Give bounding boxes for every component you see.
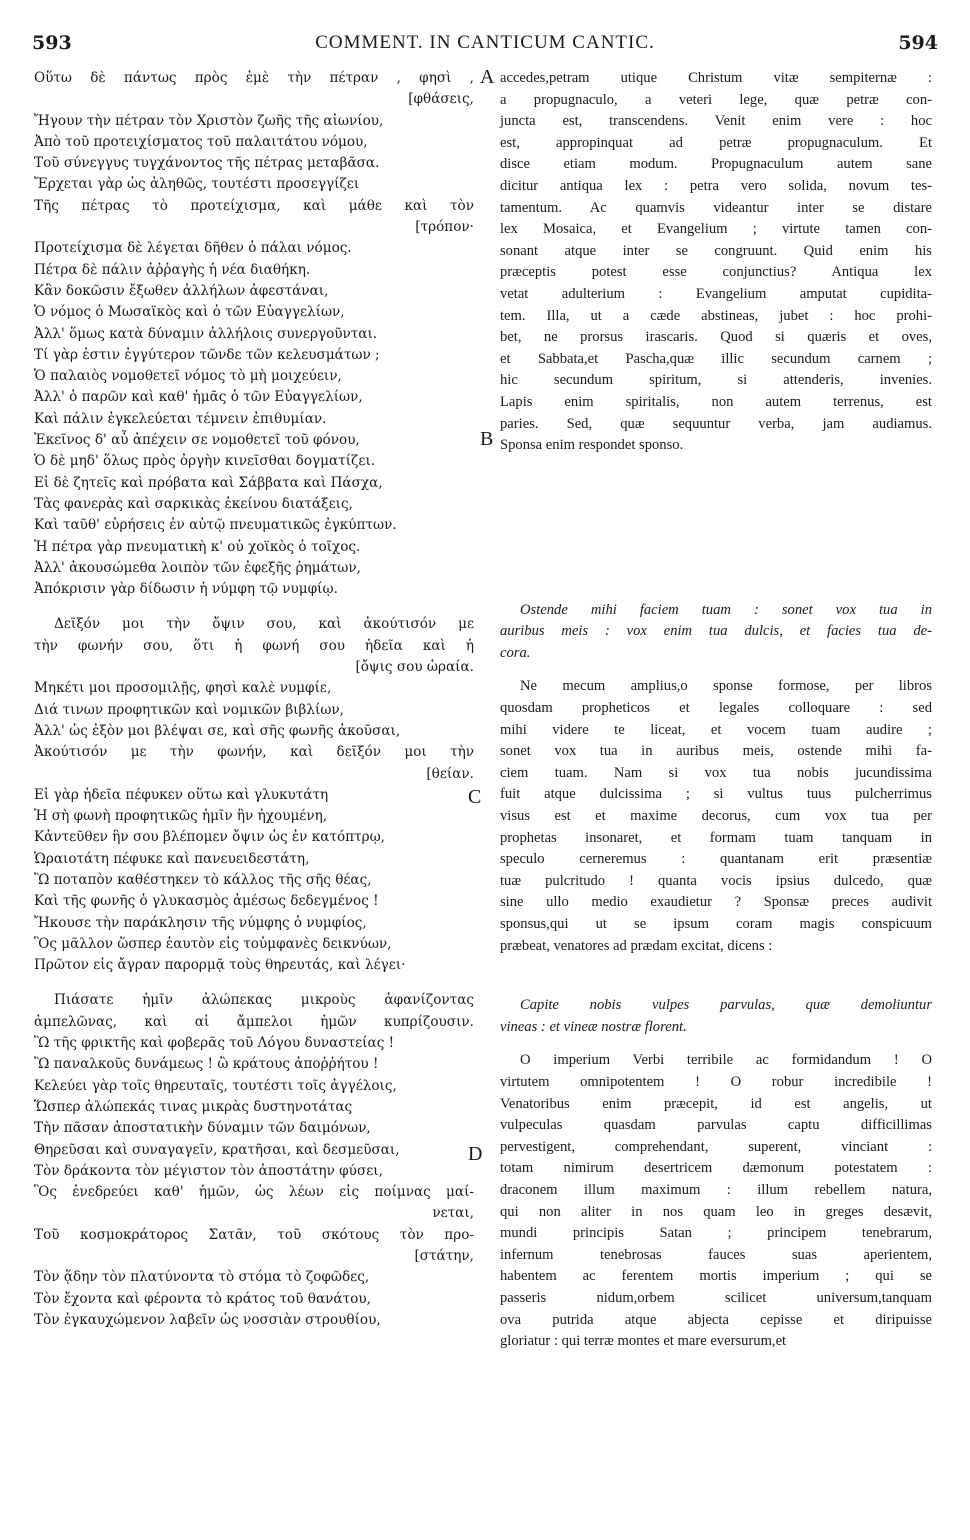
greek-verse-line: Ὢ παναλκοῦς δυνάμεως ! ὢ κράτους ἀποῤῥήτου ! [34, 1056, 379, 1073]
latin-line: vineas : et vineæ nostræ florent. [500, 1018, 687, 1035]
section-marker-a: A [480, 66, 495, 88]
latin-line: a propugnaculo, a veteri lege, quæ petræ con- [500, 91, 932, 108]
greek-verse-line: Ἤκουσε τὴν παράκλησιν τῆς νύμφης ὁ νυμφίος, [34, 914, 367, 931]
latin-line: juncta est, transcendens. Venit enim vere : hoc [500, 113, 932, 130]
latin-line: fuit atque dulcissima ; si vultus tuus pulcherrimus [500, 786, 932, 803]
page-number-left: 593 [32, 32, 72, 54]
latin-line: præbeat, venatores ad prædam excitat, dicens : [500, 937, 773, 954]
section-marker-d: D [468, 1143, 483, 1165]
greek-verse-line: [στάτην, [414, 1248, 474, 1265]
greek-verse-line: Κἀντεῦθεν ἣν σου βλέπομεν ὄψιν ὡς ἐν κατόπτρῳ, [34, 829, 386, 846]
latin-line: vetat adulterium : Evangelium amputat cupidita- [500, 285, 932, 302]
greek-verse-line: Ἡ πέτρα γὰρ πνευματικὴ κ' οὐ χοϊκὸς ὁ τοῖχος. [34, 538, 361, 555]
latin-line: auribus meis : vox enim tua dulcis, et facies tua de- [500, 623, 932, 640]
greek-verse-line: Εἰ γὰρ ἡδεῖα πέφυκεν οὕτω καὶ γλυκυτάτη [34, 786, 329, 803]
greek-verse-line: Ἡ σὴ φωνὴ προφητικῶς ἡμῖν ἣν ἠχουμένη, [34, 808, 328, 825]
greek-verse-line: Ὡραιοτάτη πέφυκε καὶ πανευειδεστάτη, [34, 850, 310, 867]
greek-verse-line: Ὁ νόμος ὁ Μωσαϊκὸς καὶ ὁ τῶν Εὐαγγελίων, [34, 304, 345, 321]
section-gap [34, 600, 474, 614]
latin-line: vulpeculas quasdam parvulas captu difficillimas [500, 1117, 932, 1134]
greek-verse-line: νεται, [432, 1205, 474, 1222]
greek-verse-line: Μηκέτι μοι προσομιλῇς, φησὶ καλὲ νυμφίε, [34, 680, 332, 697]
greek-verse-line: Ἔρχεται γὰρ ὡς ἀληθῶς, τουτέστι προσεγγίζει [34, 176, 360, 193]
greek-verse-line: Ἀκούτισόν με τὴν φωνήν, καὶ δεῖξόν μοι τὴν [34, 744, 474, 761]
greek-verse-line: Ἀπόκρισιν γὰρ δίδωσιν ἡ νύμφη τῷ νυμφίῳ. [34, 581, 338, 598]
latin-line: cora. [500, 644, 531, 661]
greek-verse-line: Οὕτω δὲ πάντως πρὸς ἐμὲ τὴν πέτραν , φησὶ , [34, 70, 474, 86]
latin-line: tamentum. Ac quamvis videantur inter se distare [500, 199, 932, 216]
latin-line: bet, ne prorsus irascaris. Quod si quæris et oves, [500, 329, 932, 346]
greek-verse-line: Ὢ ποταπὸν καθέστηκεν τὸ κάλλος τῆς σῆς θέας, [34, 871, 372, 888]
greek-verse-line: Ὥσπερ ἀλώπεκάς τινας μικρὰς δυστηνοτάτας [34, 1098, 353, 1115]
latin-line: Ostende mihi faciem tuam : sonet vox tua in [520, 601, 932, 618]
greek-verse-line: τὴν φωνήν σου, ὅτι ἡ φωνή σου ἡδεῖα καὶ ἡ [34, 637, 474, 654]
latin-line: sonet vox tua in auribus meis, ostende mihi fa- [500, 743, 932, 760]
greek-verse-line: [φθάσεις, [408, 91, 474, 108]
greek-verse-line: Θηρεῦσαι καὶ συναγαγεῖν, κρατῆσαι, καὶ δεσμεῦσαι, [34, 1141, 400, 1158]
latin-line: Ne mecum amplius,o sponse formose, per libros [520, 678, 932, 695]
latin-line: virtutem omnipotentem ! O robur incredibile ! [500, 1073, 932, 1090]
greek-verse-line: Τὰς φανερὰς καὶ σαρκικὰς ἐκείνου διατάξεις, [34, 495, 353, 512]
page-number-right: 594 [898, 32, 938, 54]
greek-verse-line: Πιάσατε ἡμῖν ἀλώπεκας μικροὺς ἀφανίζοντας [54, 992, 474, 1009]
greek-verse-line: Ἀλλ' ὅμως κατὰ δύναμιν ἀλλήλοις συνεργοῦνται. [34, 325, 378, 342]
latin-line: mihi videre te liceat, et vocem tuam audire ; [500, 721, 932, 738]
greek-column [34, 68, 474, 1331]
latin-line: hic secundum spiritum, si attenderis, invenies. [500, 372, 932, 389]
latin-line: gloriatur : qui terræ montes et mare eversurum,et [500, 1333, 787, 1350]
greek-verse-line: Ἀλλ' ὁ παρῶν καὶ καθ' ἡμᾶς ὁ τῶν Εὐαγγελίων, [34, 389, 363, 406]
latin-lemma [500, 600, 932, 665]
greek-verse-line: [θείαν. [426, 765, 474, 782]
latin-line: Venatoribus enim præcepit, id est angelis, ut [500, 1095, 932, 1112]
latin-line: ova putrida atque abjecta cepisse et diripuisse [500, 1311, 932, 1328]
latin-line: qui non aliter in nos quam leo in greges desævit, [500, 1203, 932, 1220]
greek-verse-line: Ὃς μᾶλλον ὥσπερ ἑαυτὸν εἰς τοὐμφανὲς δεικνύων, [34, 935, 392, 952]
greek-verse-line: Δεῖξόν μοι τὴν ὄψιν σου, καὶ ἀκούτισόν με [54, 616, 474, 633]
latin-line: pervestigent, comprehendant, superent, vinciant : [500, 1138, 932, 1155]
greek-verse-line: Καὶ πάλιν ἐγκελεύεται τέμνειν ἐπιθυμίαν. [34, 410, 327, 427]
latin-line: disce etiam modum. Propugnaculum autem sane [500, 156, 932, 173]
greek-verse-line: Ἐκεῖνος δ' αὖ ἀπέχειν σε νομοθετεῖ τοῦ φόνου, [34, 432, 360, 449]
greek-verse-line: Καὶ ταῦθ' εὑρήσεις ἐν αὐτῷ πνευματικῶς ἐγκύπτων. [34, 517, 397, 534]
latin-line: Capite nobis vulpes parvulas, quæ demoliuntur [520, 997, 932, 1014]
latin-paragraph [500, 68, 932, 457]
greek-verse-line: Κἂν δοκῶσιν ἔξωθεν ἀλλήλων ἀφεστάναι, [34, 282, 329, 299]
latin-line: accedes,petram utique Christum vitæ sempiternæ : [500, 70, 932, 86]
latin-line: speculo cerneremus : quantanam erit præsentiæ [500, 851, 932, 868]
latin-line: præceptis potest esse conjunctius? Antiqua lex [500, 264, 932, 281]
latin-line: ciem tuam. Nam si vox tua nobis jucundissima [500, 764, 932, 781]
greek-verse-line: Πρῶτον εἰς ἄγραν παρορμᾷ τοὺς θηρευτάς, καὶ λέγει· [34, 957, 406, 974]
greek-verse-line: Τὴν πᾶσαν ἀποστατικὴν δύναμιν τῶν δαιμόνων, [34, 1120, 371, 1137]
latin-paragraph [500, 676, 932, 957]
section-marker-c: C [468, 786, 482, 808]
greek-verse-line: Ὃς ἐνεδρεύει καθ' ἡμῶν, ὡς λέων εἰς ποίμνας μαί- [34, 1184, 474, 1201]
greek-verse-line: Καὶ τῆς φωνῆς ὁ γλυκασμὸς ἀμέσως δεδεγμένος ! [34, 893, 379, 910]
greek-verse-line: [τρόπον· [415, 219, 474, 236]
greek-verse-line: Κελεύει γὰρ τοῖς θηρευταῖς, τουτέστι τοῖς ἀγγέλοις, [34, 1077, 397, 1094]
latin-line: lex Mosaica, et Evangelium ; virtute tamen con- [500, 221, 932, 238]
latin-line: quosdam propheticos et legales colloquare : sed [500, 700, 932, 717]
greek-verse-line: [ὄψις σου ὡραία. [355, 659, 474, 676]
latin-line: Sponsa enim respondet sponso. [500, 437, 684, 454]
latin-line: paries. Sed, quæ sequuntur verba, jam audiamus. [500, 415, 932, 432]
latin-line: tem. Illa, ut a cæde abstineas, jubet : hoc prohi- [500, 307, 932, 324]
greek-verse-line: Τοῦ σύνεγγυς τυγχάνοντος τῆς πέτρας μεταβᾶσα. [34, 155, 380, 172]
latin-line: mundi principis Satan ; principem tenebrarum, [500, 1225, 932, 1242]
latin-column [500, 68, 932, 1353]
greek-verse-line: Ὁ παλαιὸς νομοθετεῖ νόμος τὸ μὴ μοιχεύειν, [34, 368, 342, 385]
latin-line: draconem illum maximum : illum rebellem natura, [500, 1181, 932, 1198]
latin-line: infernum tenebrosas fauces suas aperientem, [500, 1246, 932, 1263]
running-title: COMMENT. IN CANTICUM CANTIC. [315, 32, 655, 53]
greek-verse-line: Προτείχισμα δὲ λέγεται δῆθεν ὁ πάλαι νόμος. [34, 240, 352, 257]
greek-verse-line: Εἰ δὲ ζητεῖς καὶ πρόβατα καὶ Σάββατα καὶ Πάσχα, [34, 474, 383, 491]
latin-line: visus est et maxime decorus, cum vox tua per [500, 808, 932, 825]
greek-verse-line: Ἀλλ' ἀκουσώμεθα λοιπὸν τῶν ἐφεξῆς ῥημάτων, [34, 559, 361, 576]
greek-verse-line: ἀμπελῶνας, καὶ αἱ ἄμπελοι ἡμῶν κυπρίζουσιν. [34, 1013, 474, 1030]
latin-line: totam nimirum desertricem dæmonum potestatem : [500, 1160, 932, 1177]
greek-verse-line: Τί γὰρ ἐστιν ἐγγύτερον τῶνδε τῶν κελευσμάτων ; [34, 346, 380, 363]
greek-verse-line: Τοῦ κοσμοκράτορος Σατᾶν, τοῦ σκότους τὸν προ- [34, 1226, 474, 1243]
latin-line: et Sabbata,et Pascha,quæ illic secundum carnem ; [500, 350, 932, 367]
latin-line: passeris nidum,orbem scilicet universum,tanquam [500, 1289, 932, 1306]
latin-line: tuæ pulcritudo ! quanta vocis ipsius dulcedo, quæ [500, 872, 932, 889]
section-marker-b: B [480, 428, 494, 450]
greek-verse-line: Ἤγουν τὴν πέτραν τὸν Χριστὸν ζωῆς τῆς αἰωνίου, [34, 112, 384, 129]
greek-verse-line: Τὸν δράκοντα τὸν μέγιστον τὸν ἀποστάτην φύσει, [34, 1162, 383, 1179]
greek-verse-line: Τῆς πέτρας τὸ προτείχισμα, καὶ μάθε καὶ τὸν [34, 197, 474, 214]
greek-verse-line: Διά τινων προφητικῶν καὶ νομικῶν βιβλίων, [34, 701, 344, 718]
latin-lemma [500, 995, 932, 1038]
page-header [32, 32, 938, 60]
latin-line: sponsus,qui ut se ipsum coram magis conspicuum [500, 916, 932, 932]
greek-verse-line: Τὸν ἔχοντα καὶ φέροντα τὸ κράτος τοῦ θανάτου, [34, 1290, 371, 1307]
greek-verse-line: Ἀλλ' ὡς ἐξὸν μοι βλέψαι σε, καὶ σῆς φωνῆς ἀκοῦσαι, [34, 722, 401, 739]
latin-line: Lapis enim spiritalis, non autem terrenus, est [500, 393, 932, 410]
greek-verse-line: Ὁ δὲ μηδ' ὅλως πρὸς ὀργὴν κινεῖσθαι δογματίζει. [34, 453, 376, 470]
latin-line: sonant atque inter se congruunt. Quid enim his [500, 242, 932, 259]
latin-paragraph [500, 1050, 932, 1352]
greek-verse-line: Ὢ τῆς φρικτῆς καὶ φοβερᾶς τοῦ Λόγου δυναστείας ! [34, 1035, 395, 1052]
section-gap [34, 976, 474, 990]
latin-line: prophetas insonaret, et formam tuam tanquam in [500, 829, 932, 846]
latin-line: est, appropinquat ad petræ propugnaculum. Et [500, 134, 932, 151]
greek-verse-line: Τὸν ἐγκαυχώμενον λαβεῖν ὡς νοσσιὰν στρουθίου, [34, 1311, 381, 1328]
latin-line: habentem ac ferentem mortis imperium ; qui se [500, 1268, 932, 1285]
latin-line: dicitur antiqua lex : petra vero solida, novum tes- [500, 177, 932, 194]
greek-verse-line: Πέτρα δὲ πάλιν ἀῤῥαγὴς ἡ νέα διαθήκη. [34, 261, 311, 278]
greek-verse-line: Ἀπὸ τοῦ προτειχίσματος τοῦ παλαιτάτου νόμου, [34, 133, 368, 150]
latin-line: sine ullo medio exaudietur ? Sponsæ preces audivit [500, 894, 932, 911]
latin-line: O imperium Verbi terribile ac formidandum ! O [520, 1052, 932, 1069]
greek-verse-line: Τὸν ᾅδην τὸν πλατύνοντα τὸ στόμα τὸ ζοφῶδες, [34, 1269, 370, 1286]
